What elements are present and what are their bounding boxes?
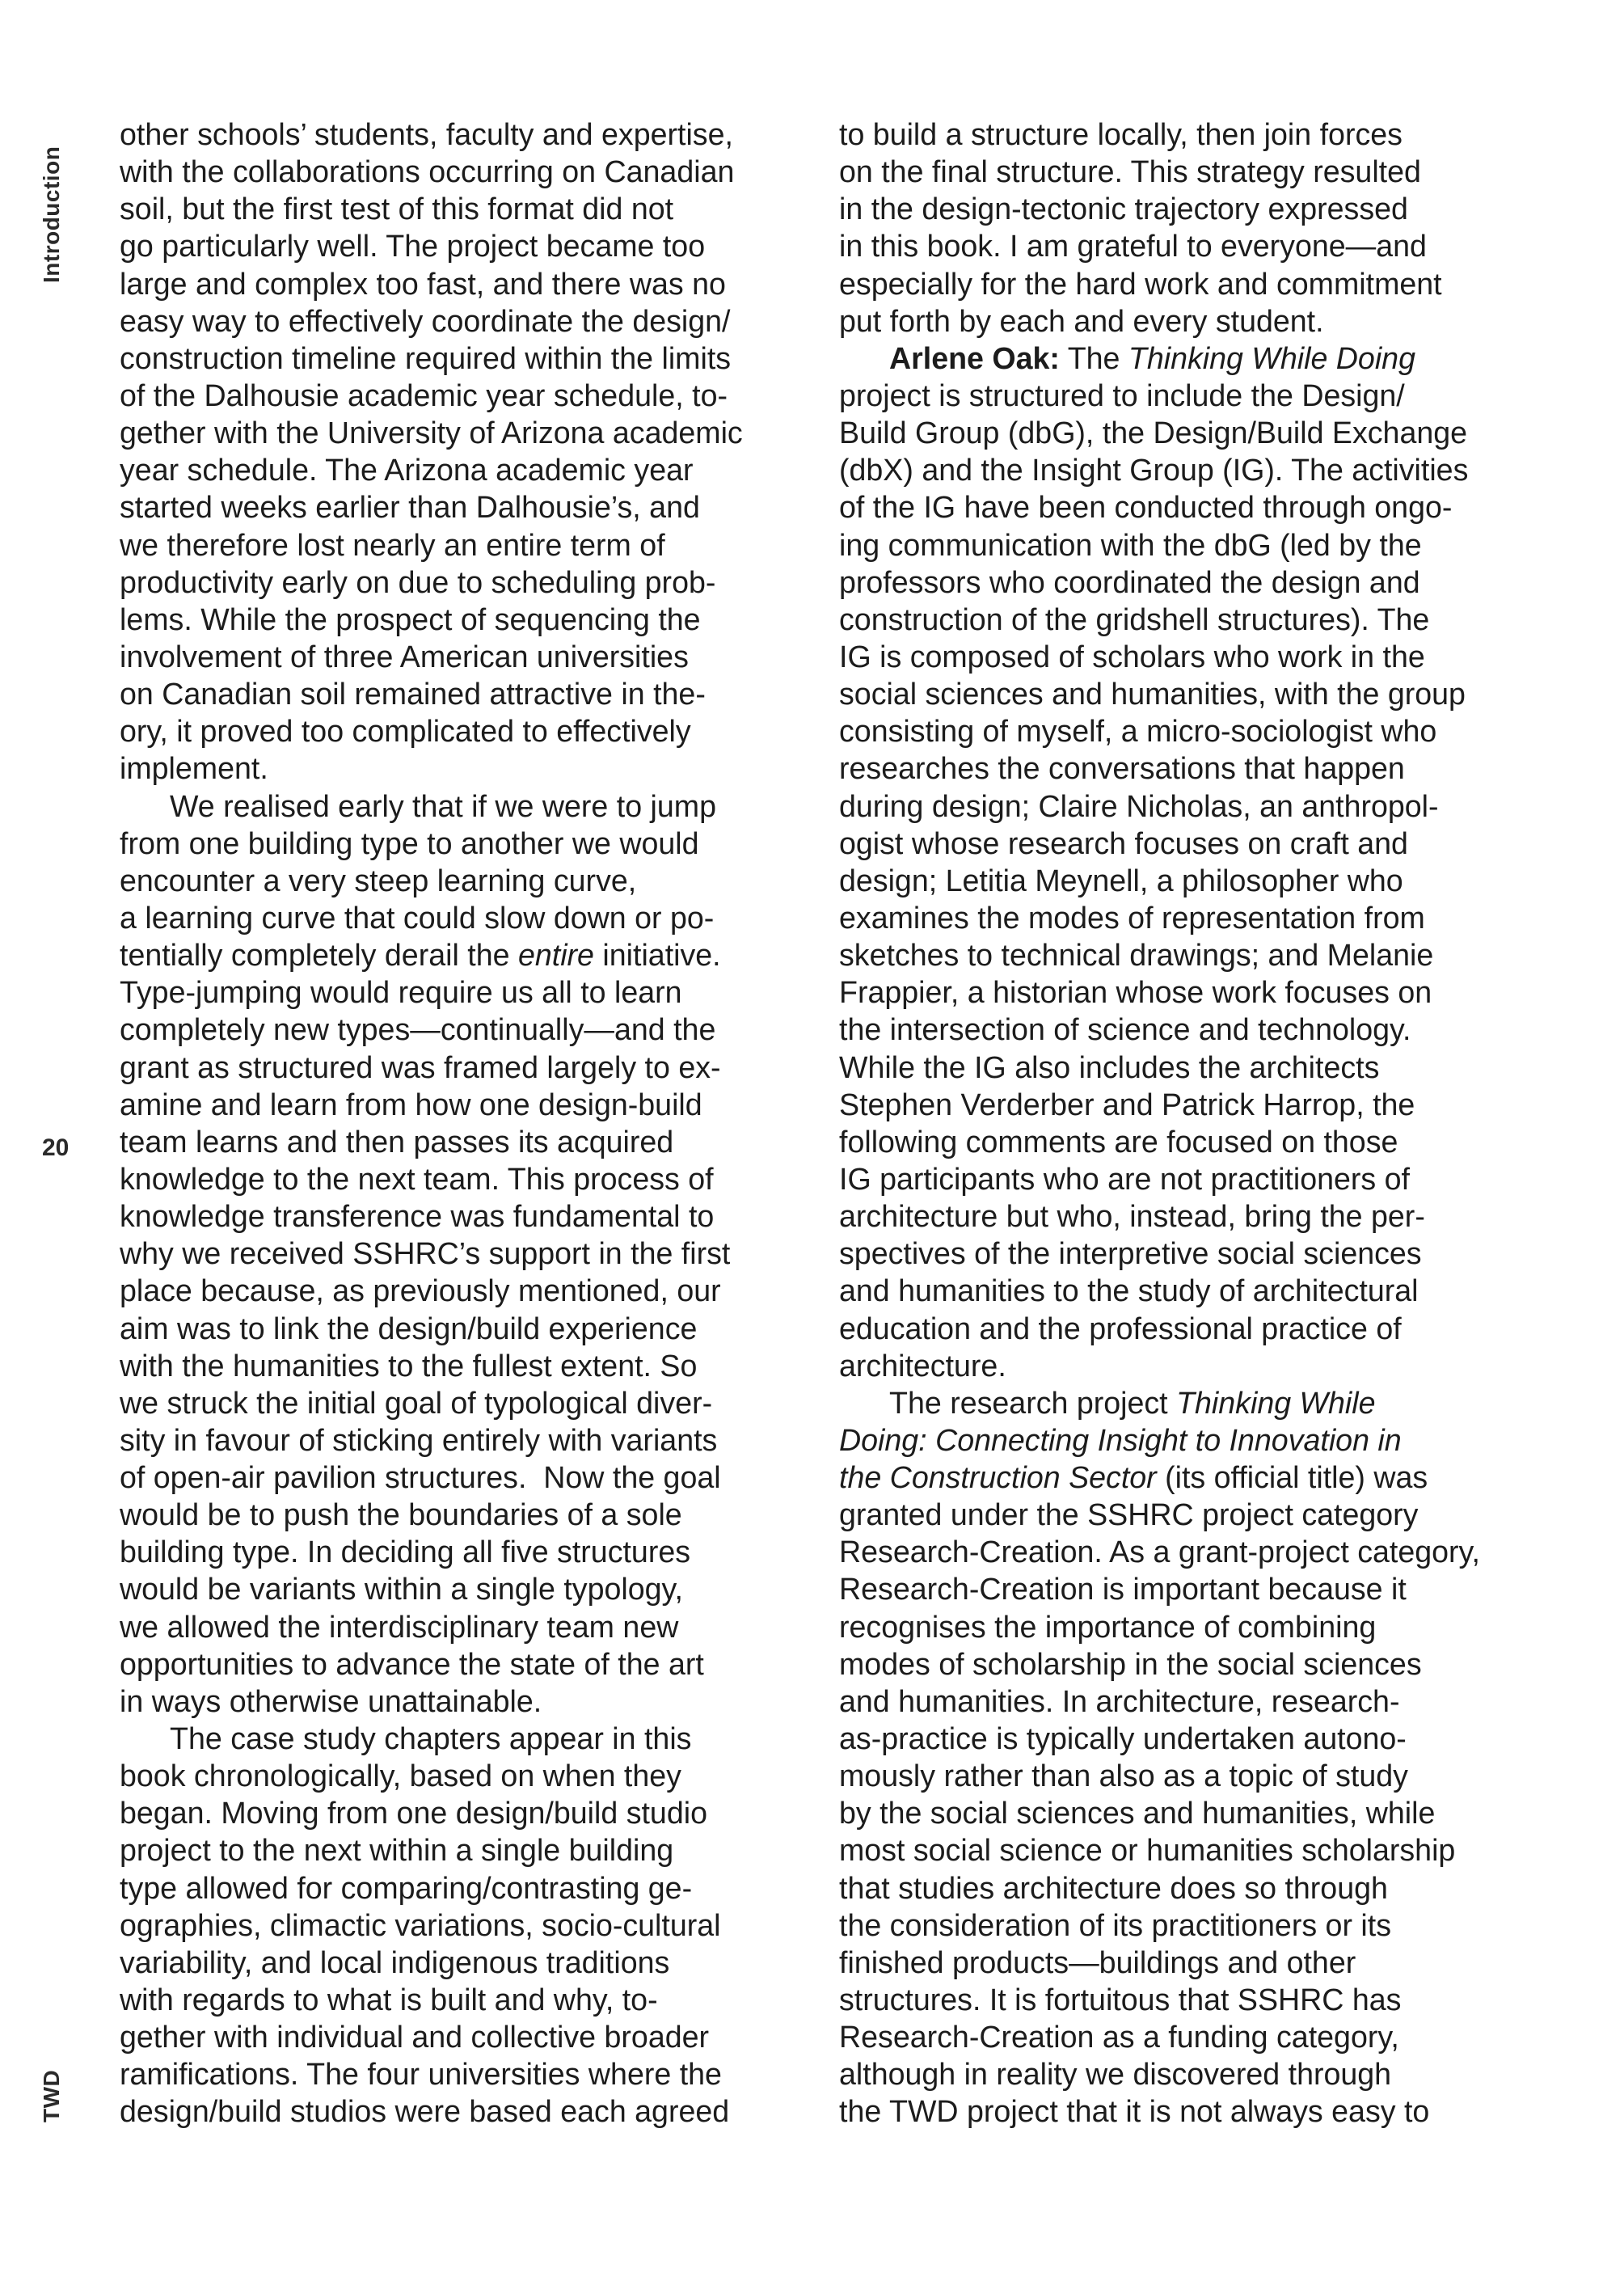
text-line: [120, 1533, 815, 1570]
text-line: [120, 1757, 815, 1794]
text-line: [120, 1011, 815, 1048]
text-line: [839, 601, 1534, 638]
emphasis-text: Doing: Connecting Insight to Innovation in: [839, 1422, 1402, 1457]
text-line: [839, 788, 1534, 825]
text-segment: in ways otherwise unattainable.: [120, 1683, 542, 1718]
text-segment: Research-Creation. As a grant-project category,: [839, 1535, 1480, 1569]
text-line: [120, 1347, 815, 1384]
text-segment: tentially completely derail the: [120, 938, 518, 973]
text-line: [120, 153, 815, 190]
text-line: [839, 936, 1534, 973]
text-segment: soil, but the first test of this format did not: [120, 192, 674, 226]
text-segment: and humanities. In architecture, research-: [839, 1683, 1400, 1718]
text-segment: implement.: [120, 751, 268, 786]
text-line: [839, 750, 1534, 787]
text-segment: large and complex too fast, and there was no: [120, 266, 726, 301]
text-segment: gether with the University of Arizona academic: [120, 416, 743, 450]
text-line: [839, 1011, 1534, 1048]
text-line: [839, 1160, 1534, 1197]
text-segment: While the IG also includes the architects: [839, 1049, 1380, 1084]
text-line: [839, 340, 1534, 377]
text-line: [839, 1049, 1534, 1086]
text-line: [120, 973, 815, 1011]
text-segment: structures. It is fortuitous that SSHRC has: [839, 1983, 1402, 2017]
text-line: [839, 1944, 1534, 1981]
text-segment: education and the professional practice of: [839, 1311, 1402, 1345]
text-segment: most social science or humanities scholarship: [839, 1833, 1456, 1868]
text-segment: (dbX) and the Insight Group (IG). The activities: [839, 453, 1469, 488]
text-segment: Build Group (dbG), the Design/Build Exchange: [839, 416, 1468, 450]
text-line: [839, 1384, 1534, 1421]
emphasis-text: Thinking While: [1176, 1385, 1376, 1420]
text-line: [839, 526, 1534, 564]
text-line: [839, 488, 1534, 526]
text-line: [120, 1831, 815, 1869]
text-segment: variability, and local indigenous traditions: [120, 1945, 670, 1979]
emphasis-text: entire: [517, 938, 594, 973]
text-line: [120, 2018, 815, 2055]
text-segment: go particularly well. The project became too: [120, 229, 706, 264]
text-segment: construction timeline required within the limits: [120, 340, 732, 375]
text-column-right: [839, 116, 1534, 2131]
text-segment: building type. In deciding all five structures: [120, 1535, 691, 1569]
text-line: [839, 973, 1534, 1011]
text-line: [120, 116, 815, 153]
text-line: [120, 1794, 815, 1831]
text-segment: especially for the hard work and commitment: [839, 266, 1442, 301]
text-line: [839, 1197, 1534, 1235]
text-line: [839, 1608, 1534, 1645]
text-line: [839, 712, 1534, 750]
text-line: [120, 1272, 815, 1309]
text-segment: we struck the initial goal of typological diver-: [120, 1385, 713, 1420]
text-segment: a learning curve that could slow down or po-: [120, 900, 715, 935]
text-segment: finished products—buildings and other: [839, 1945, 1356, 1979]
text-line: [839, 638, 1534, 675]
text-line: [839, 265, 1534, 302]
text-segment: easy way to effectively coordinate the design/: [120, 303, 731, 338]
text-segment: ographies, climactic variations, socio-cultural: [120, 1907, 721, 1942]
text-segment: the consideration of its practitioners or its: [839, 1907, 1391, 1942]
text-line: [839, 1794, 1534, 1831]
text-line: [120, 1049, 815, 1086]
text-segment: consisting of myself, a micro-sociologist who: [839, 714, 1437, 749]
text-segment: Stephen Verderber and Patrick Harrop, the: [839, 1087, 1415, 1121]
text-segment: amine and learn from how one design-build: [120, 1087, 702, 1121]
text-line: [839, 1533, 1534, 1570]
text-segment: following comments are focused on those: [839, 1124, 1398, 1159]
text-line: [839, 1683, 1534, 1720]
text-segment: sketches to technical drawings; and Melanie: [839, 938, 1434, 973]
text-segment: professors who coordinated the design and: [839, 564, 1420, 599]
text-line: [120, 1197, 815, 1235]
text-line: [839, 116, 1534, 153]
text-line: [839, 1310, 1534, 1347]
text-line: [839, 1831, 1534, 1869]
text-line: [120, 1570, 815, 1607]
text-line: [120, 377, 815, 414]
text-segment: in the design-tectonic trajectory expressed: [839, 192, 1408, 226]
text-segment: Frappier, a historian whose work focuses on: [839, 975, 1432, 1010]
text-segment: architecture.: [839, 1348, 1006, 1383]
text-segment: lems. While the prospect of sequencing the: [120, 602, 701, 636]
text-segment: in this book. I am grateful to everyone—and: [839, 229, 1427, 264]
text-segment: mously rather than also as a topic of study: [839, 1759, 1408, 1793]
text-line: [120, 1683, 815, 1720]
text-segment: We realised early that if we were to jump: [170, 788, 717, 823]
text-line: [839, 1981, 1534, 2018]
text-line: [839, 1272, 1534, 1309]
text-segment: The research project: [889, 1385, 1177, 1420]
text-line: [120, 1421, 815, 1459]
text-line: [120, 862, 815, 899]
text-segment: began. Moving from one design/build studio: [120, 1796, 707, 1831]
text-line: [839, 899, 1534, 936]
text-segment: to build a structure locally, then join forces: [839, 117, 1403, 151]
text-segment: that studies architecture does so through: [839, 1870, 1388, 1905]
text-line: [120, 2093, 815, 2130]
text-column-left: [120, 116, 815, 2131]
text-line: [839, 1570, 1534, 1607]
text-line: [839, 1645, 1534, 1683]
text-segment: team learns and then passes its acquired: [120, 1124, 674, 1159]
text-line: [839, 1459, 1534, 1496]
text-line: [839, 414, 1534, 451]
text-segment: during design; Claire Nicholas, an anthropol-: [839, 788, 1439, 823]
text-line: [120, 1496, 815, 1533]
text-segment: from one building type to another we would: [120, 826, 699, 860]
text-line: [839, 1757, 1534, 1794]
text-line: [120, 825, 815, 862]
text-segment: aim was to link the design/build experience: [120, 1311, 698, 1345]
text-line: [120, 302, 815, 340]
text-segment: of the Dalhousie academic year schedule, to-: [120, 378, 728, 412]
text-line: [839, 675, 1534, 712]
text-line: [839, 377, 1534, 414]
text-segment: IG is composed of scholars who work in the: [839, 639, 1425, 674]
text-segment: social sciences and humanities, with the group: [839, 677, 1466, 712]
text-segment: we allowed the interdisciplinary team new: [120, 1609, 679, 1644]
page-number: 20: [42, 1134, 70, 1161]
text-line: [120, 1720, 815, 1757]
text-segment: granted under the SSHRC project category: [839, 1497, 1419, 1532]
text-line: [839, 227, 1534, 264]
text-line: [120, 1384, 815, 1421]
text-segment: ramifications. The four universities where the: [120, 2057, 722, 2092]
emphasis-text: Thinking While Doing: [1128, 340, 1415, 375]
text-line: [839, 1421, 1534, 1459]
text-segment: the intersection of science and technology.: [839, 1012, 1411, 1047]
text-segment: encounter a very steep learning curve,: [120, 863, 637, 897]
text-line: [120, 675, 815, 712]
text-segment: recognises the importance of combining: [839, 1609, 1377, 1644]
text-line: [839, 564, 1534, 601]
text-line: [120, 488, 815, 526]
text-line: [120, 936, 815, 973]
book-footer-label: TWD: [39, 2069, 64, 2122]
text-segment: ing communication with the dbG (led by the: [839, 527, 1422, 562]
text-segment: of the IG have been conducted through ongo-: [839, 490, 1453, 525]
text-line: [120, 451, 815, 488]
text-line: [120, 1459, 815, 1496]
text-line: [120, 2055, 815, 2093]
text-segment: Research-Creation is important because it: [839, 1572, 1407, 1607]
text-segment: although in reality we discovered through: [839, 2057, 1392, 2092]
text-segment: put forth by each and every student.: [839, 303, 1324, 338]
text-segment: project to the next within a single building: [120, 1833, 674, 1868]
text-segment: initiative.: [593, 938, 721, 973]
text-line: [839, 1907, 1534, 1944]
text-segment: as-practice is typically undertaken autono-: [839, 1721, 1407, 1756]
text-line: [839, 1235, 1534, 1272]
text-segment: productivity early on due to scheduling prob-: [120, 564, 716, 599]
text-segment: ory, it proved too complicated to effectively: [120, 714, 691, 749]
text-line: [120, 712, 815, 750]
text-segment: other schools’ students, faculty and expertise,: [120, 117, 733, 151]
text-segment: (its official title) was: [1156, 1460, 1428, 1495]
text-line: [120, 1869, 815, 1907]
text-segment: design; Letitia Meynell, a philosopher who: [839, 863, 1403, 897]
text-segment: would be variants within a single typology,: [120, 1572, 683, 1607]
text-segment: on Canadian soil remained attractive in the-: [120, 677, 706, 712]
text-line: [120, 638, 815, 675]
text-segment: the TWD project that it is not always easy to: [839, 2094, 1430, 2129]
text-segment: spectives of the interpretive social sciences: [839, 1236, 1422, 1271]
text-segment: of open-air pavilion structures. Now the goal: [120, 1460, 721, 1495]
text-line: [839, 2055, 1534, 2093]
text-line: [120, 1645, 815, 1683]
text-segment: started weeks earlier than Dalhousie’s, and: [120, 490, 700, 525]
text-segment: project is structured to include the Design/: [839, 378, 1405, 412]
text-line: [839, 451, 1534, 488]
text-segment: opportunities to advance the state of the art: [120, 1646, 704, 1681]
text-line: [839, 1720, 1534, 1757]
text-line: [120, 1235, 815, 1272]
text-line: [839, 862, 1534, 899]
text-line: [120, 414, 815, 451]
text-line: [120, 1608, 815, 1645]
text-line: [120, 1907, 815, 1944]
text-segment: by the social sciences and humanities, while: [839, 1796, 1436, 1831]
text-line: [839, 1123, 1534, 1160]
text-line: [839, 153, 1534, 190]
text-segment: with the humanities to the fullest extent. So: [120, 1348, 698, 1383]
text-segment: gether with individual and collective broader: [120, 2020, 710, 2055]
text-segment: book chronologically, based on when they: [120, 1759, 681, 1793]
speaker-name: Arlene Oak:: [889, 340, 1060, 375]
text-line: [839, 2018, 1534, 2055]
emphasis-text: the Construction Sector: [839, 1460, 1157, 1495]
text-segment: Research-Creation as a funding category,: [839, 2020, 1399, 2055]
text-line: [120, 750, 815, 787]
text-segment: researches the conversations that happen: [839, 751, 1405, 786]
text-line: [120, 899, 815, 936]
text-line: [120, 1981, 815, 2018]
text-segment: place because, as previously mentioned, our: [120, 1273, 721, 1308]
text-segment: knowledge to the next team. This process of: [120, 1161, 714, 1196]
text-segment: involvement of three American universities: [120, 639, 689, 674]
text-line: [120, 190, 815, 227]
text-line: [839, 1347, 1534, 1384]
text-segment: on the final structure. This strategy resulted: [839, 154, 1421, 189]
text-segment: The: [1059, 340, 1128, 375]
text-segment: why we received SSHRC’s support in the first: [120, 1236, 731, 1271]
text-segment: would be to push the boundaries of a sole: [120, 1497, 682, 1532]
text-segment: architecture but who, instead, bring the per-: [839, 1199, 1425, 1234]
text-line: [120, 1123, 815, 1160]
text-line: [120, 265, 815, 302]
text-line: [839, 1496, 1534, 1533]
text-segment: knowledge transference was fundamental to: [120, 1199, 715, 1234]
text-line: [120, 1944, 815, 1981]
text-segment: examines the modes of representation from: [839, 900, 1425, 935]
text-segment: grant as structured was framed largely to ex-: [120, 1049, 721, 1084]
text-segment: year schedule. The Arizona academic year: [120, 453, 694, 488]
text-segment: with regards to what is built and why, to-: [120, 1983, 658, 2017]
text-segment: The case study chapters appear in this: [170, 1721, 692, 1756]
text-line: [839, 1869, 1534, 1907]
text-segment: type allowed for comparing/contrasting ge-: [120, 1870, 693, 1905]
text-line: [120, 227, 815, 264]
text-segment: modes of scholarship in the social sciences: [839, 1646, 1422, 1681]
text-segment: sity in favour of sticking entirely with variants: [120, 1422, 718, 1457]
text-line: [120, 340, 815, 377]
text-line: [839, 2093, 1534, 2130]
text-segment: completely new types—continually—and the: [120, 1012, 716, 1047]
text-line: [839, 825, 1534, 862]
text-segment: with the collaborations occurring on Canadian: [120, 154, 735, 189]
text-line: [839, 190, 1534, 227]
text-line: [120, 788, 815, 825]
text-line: [120, 564, 815, 601]
text-segment: construction of the gridshell structures). The: [839, 602, 1430, 636]
text-segment: IG participants who are not practitioners of: [839, 1161, 1410, 1196]
text-line: [120, 1160, 815, 1197]
text-line: [120, 1310, 815, 1347]
text-line: [839, 1086, 1534, 1123]
text-line: [120, 601, 815, 638]
text-line: [120, 1086, 815, 1123]
text-segment: we therefore lost nearly an entire term of: [120, 527, 665, 562]
text-segment: and humanities to the study of architectural: [839, 1273, 1419, 1308]
text-line: [120, 526, 815, 564]
text-line: [839, 302, 1534, 340]
section-label: Introduction: [39, 146, 64, 283]
text-segment: ogist whose research focuses on craft and: [839, 826, 1408, 860]
text-segment: Type-jumping would require us all to learn: [120, 975, 682, 1010]
text-segment: design/build studios were based each agreed: [120, 2094, 730, 2129]
